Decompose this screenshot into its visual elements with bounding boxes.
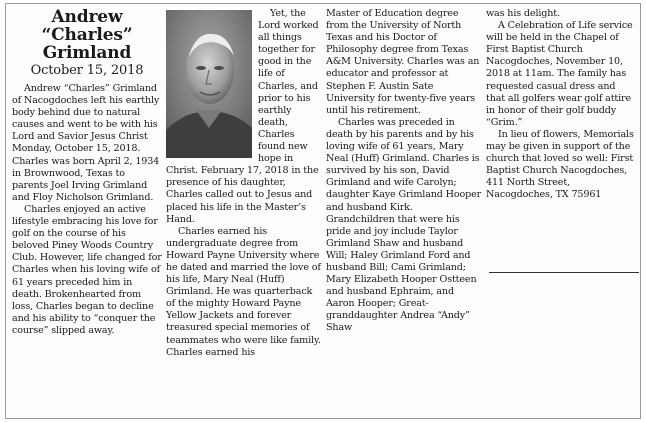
section-divider bbox=[489, 272, 639, 273]
name-last: Grimland bbox=[42, 43, 132, 63]
name-first: Andrew bbox=[51, 7, 123, 27]
paragraph-intro: Andrew “Charles” Grimland of Nacogdoches left his earthly body behind due to natural causes and went to be with his Lord and Savior Jesus Christ Monday, October 15, 2018. Charles was born April 2, 1934 in Brownwood, Texas to parents Joel Irving Grimland and Floy Nicholson Grimland. bbox=[12, 83, 160, 203]
portrait-image bbox=[166, 10, 252, 158]
paragraph-golf: Charles enjoyed an active lifestyle embracing his love for golf on the course of his beloved Piney Woods Country Club. However, life changed for Charles when his loving wife of 61 years preceded him in death. Brokenhearted from loss, Charles began to decline and his ability to “conquer the course” slipped away. bbox=[12, 203, 162, 336]
paragraph-faith: Yet, the Lord worked all things together for good in the life of Charles, and prior to his earthly death, Charles found new hope in Christ. February 17, 2018 in the presence of his daughter, Charles called out to Jesus and placed his life in the Master’s Hand. bbox=[166, 8, 319, 225]
name-nickname: “Charles” bbox=[41, 25, 133, 45]
column-3 bbox=[326, 8, 482, 335]
column-1 bbox=[12, 8, 162, 337]
column-2 bbox=[166, 8, 321, 359]
paragraph-survivors-end: was his delight. bbox=[486, 8, 560, 19]
obituary-page bbox=[5, 3, 641, 419]
paragraph-education-1: Charles earned his undergraduate degree from Howard Payne University where he dated and married the love of his life, Mary Neal (Huff) Grimland. He was quarterback of the mighty Howard Payne Yellow Jackets and forever treasured special memories of teammates who were like family. Charles earned his bbox=[166, 225, 321, 358]
death-date: October 15, 2018 bbox=[30, 63, 144, 78]
portrait-photo bbox=[166, 10, 252, 158]
paragraph-education-2: Master of Education degree from the University of North Texas and his Doctor of Philosophy degree from Texas A&M University. Charles was an educator and professor at Stephen F. Austin Sate University for twenty-five years until his retirement. bbox=[326, 8, 480, 116]
obituary-heading bbox=[12, 8, 162, 79]
paragraph-service: A Celebration of Life service will be held in the Chapel of First Baptist Church Nacogdoches, November 10, 2018 at 11am. The family has requested casual dress and that all golfers wear golf attire in honor of their golf buddy “Grim.” bbox=[486, 20, 633, 128]
paragraph-survivors: Charles was preceded in death by his parents and by his loving wife of 61 years, Mary Neal (Huff) Grimland. Charles is survived by his son, David Grimland and wife Carolyn; daughter Kaye Grimland Hooper and husband Kirk. Grandchildren that were his pride and joy include Taylor Grimland Shaw and husband Will; Haley Grimland Ford and husband Bill; Cami Grimland; Mary Elizabeth Hooper Ostteen and husband Ephraim, and Aaron Hooper; Great-granddaughter Andrea “Andy” Shaw bbox=[326, 116, 482, 334]
paragraph-memorials: In lieu of flowers, Memorials may be given in support of the church that loved so well: First Baptist Church Nacogdoches, 411 North Street, Nacogdoches, TX 75961 bbox=[486, 128, 634, 201]
column-4 bbox=[486, 8, 636, 202]
